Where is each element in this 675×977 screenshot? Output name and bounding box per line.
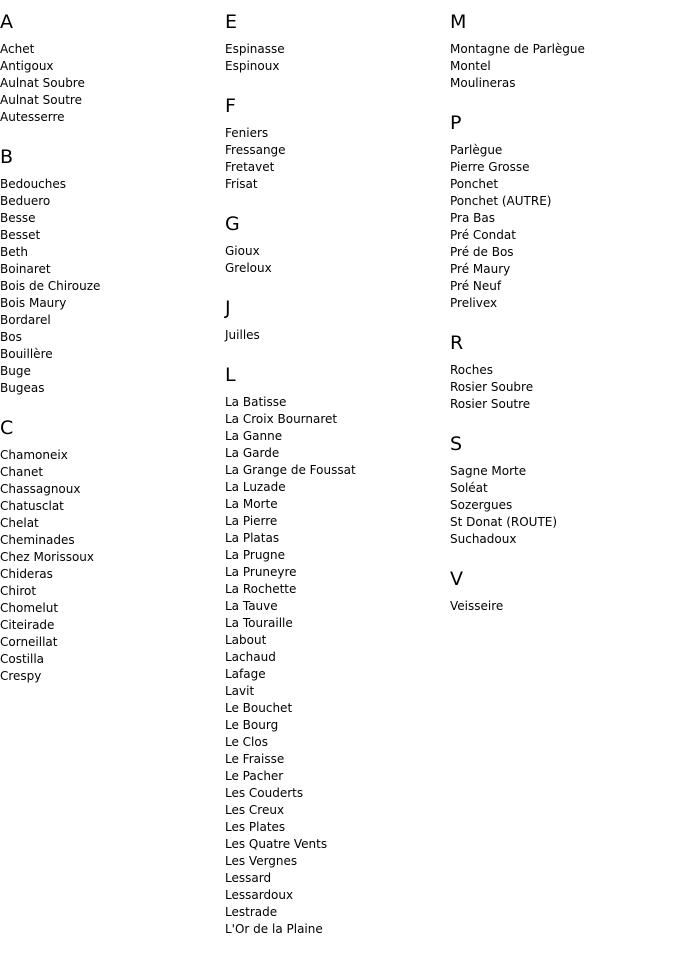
place-list xyxy=(0,41,225,126)
list-item xyxy=(225,530,450,547)
place-list xyxy=(0,447,225,685)
place-link[interactable]: Buge xyxy=(0,364,31,378)
place-link[interactable]: Greloux xyxy=(225,261,272,275)
list-item xyxy=(450,396,675,413)
section-letter-heading: P xyxy=(450,112,462,134)
place-link[interactable]: Fressange xyxy=(225,143,286,157)
list-item xyxy=(225,802,450,819)
place-link[interactable]: Soléat xyxy=(450,481,488,495)
place-link[interactable]: Le Clos xyxy=(225,735,268,749)
list-item xyxy=(225,598,450,615)
place-link[interactable]: Ponchet xyxy=(450,177,499,191)
list-item xyxy=(0,481,225,498)
place-list xyxy=(450,142,675,312)
place-link[interactable]: Les Quatre Vents xyxy=(225,837,328,851)
list-item xyxy=(225,581,450,598)
list-item xyxy=(0,498,225,515)
list-item xyxy=(450,531,675,548)
section-letter-heading: L xyxy=(225,364,236,386)
list-item xyxy=(450,58,675,75)
list-item xyxy=(225,394,450,411)
place-link[interactable]: Sagne Morte xyxy=(450,464,527,478)
place-list xyxy=(450,598,675,615)
place-link[interactable]: Pré Condat xyxy=(450,228,516,242)
place-link[interactable]: Chirot xyxy=(0,584,37,598)
list-item xyxy=(450,278,675,295)
place-link[interactable]: Cheminades xyxy=(0,533,75,547)
list-item xyxy=(225,751,450,768)
place-link[interactable]: Montel xyxy=(450,59,491,73)
section-letter-heading: C xyxy=(0,417,14,439)
list-item xyxy=(225,445,450,462)
place-link[interactable]: Pré Neuf xyxy=(450,279,502,293)
letter-section xyxy=(450,11,675,92)
place-link[interactable]: Achet xyxy=(0,42,35,56)
place-link[interactable]: La Platas xyxy=(225,531,280,545)
place-link[interactable]: La Pierre xyxy=(225,514,278,528)
list-item xyxy=(0,210,225,227)
section-letter-heading: F xyxy=(225,95,236,117)
place-link[interactable]: Bos xyxy=(0,330,22,344)
list-item xyxy=(0,651,225,668)
place-link[interactable]: Bois de Chirouze xyxy=(0,279,101,293)
list-item xyxy=(0,668,225,685)
list-item xyxy=(225,479,450,496)
place-link[interactable]: Prelivex xyxy=(450,296,498,310)
letter-section xyxy=(0,11,225,126)
list-item xyxy=(0,58,225,75)
list-item xyxy=(0,617,225,634)
list-item xyxy=(0,566,225,583)
list-item xyxy=(0,261,225,278)
place-link[interactable]: Besse xyxy=(0,211,36,225)
place-link[interactable]: Espinasse xyxy=(225,42,285,56)
list-item xyxy=(225,327,450,344)
section-letter-heading: V xyxy=(450,568,463,590)
list-item xyxy=(450,159,675,176)
place-link[interactable]: Frisat xyxy=(225,177,258,191)
list-item xyxy=(0,278,225,295)
list-item xyxy=(0,75,225,92)
list-item xyxy=(0,92,225,109)
list-item xyxy=(0,193,225,210)
list-item xyxy=(225,513,450,530)
place-link[interactable]: La Grange de Foussat xyxy=(225,463,356,477)
place-link[interactable]: Chanet xyxy=(0,465,44,479)
list-item xyxy=(0,464,225,481)
list-item xyxy=(0,380,225,397)
place-link[interactable]: L'Or de la Plaine xyxy=(225,922,323,936)
place-link[interactable]: Veisseire xyxy=(450,599,504,613)
list-item xyxy=(0,329,225,346)
place-link[interactable]: La Prugne xyxy=(225,548,286,562)
list-item xyxy=(225,768,450,785)
place-link[interactable]: Espinoux xyxy=(225,59,280,73)
place-link[interactable]: Citeirade xyxy=(0,618,55,632)
list-item xyxy=(225,853,450,870)
list-item xyxy=(0,363,225,380)
place-link[interactable]: Lestrade xyxy=(225,905,278,919)
section-letter-heading: R xyxy=(450,332,464,354)
list-item xyxy=(450,497,675,514)
place-link[interactable]: Bouillère xyxy=(0,347,53,361)
place-link[interactable]: Le Fraisse xyxy=(225,752,285,766)
place-link[interactable]: Chez Morissoux xyxy=(0,550,94,564)
index-column-1 xyxy=(0,0,225,685)
list-item xyxy=(450,598,675,615)
list-item xyxy=(225,615,450,632)
list-item xyxy=(450,41,675,58)
place-link[interactable]: Aulnat Soubre xyxy=(0,76,85,90)
place-link[interactable]: Parlègue xyxy=(450,143,503,157)
place-link[interactable]: Besset xyxy=(0,228,41,242)
place-link[interactable]: Moulineras xyxy=(450,76,516,90)
list-item xyxy=(0,532,225,549)
place-link[interactable]: Feniers xyxy=(225,126,269,140)
list-item xyxy=(225,887,450,904)
list-item xyxy=(225,904,450,921)
list-item xyxy=(225,717,450,734)
place-link[interactable]: Crespy xyxy=(0,669,42,683)
list-item xyxy=(0,549,225,566)
place-link[interactable]: Les Plates xyxy=(225,820,286,834)
list-item xyxy=(225,547,450,564)
letter-section xyxy=(450,332,675,413)
section-letter-heading: E xyxy=(225,11,238,33)
list-item xyxy=(0,41,225,58)
place-link[interactable]: Chomelut xyxy=(0,601,59,615)
place-link[interactable]: Pra Bas xyxy=(450,211,495,225)
list-item xyxy=(225,411,450,428)
list-item xyxy=(225,734,450,751)
list-item xyxy=(225,176,450,193)
place-link[interactable]: Chatusclat xyxy=(0,499,64,513)
list-item xyxy=(450,480,675,497)
list-item xyxy=(450,227,675,244)
list-item xyxy=(450,261,675,278)
place-link[interactable]: La Ganne xyxy=(225,429,283,443)
letter-section xyxy=(225,213,450,277)
list-item xyxy=(0,109,225,126)
index-column-3 xyxy=(450,0,675,615)
list-item xyxy=(0,583,225,600)
list-item xyxy=(225,159,450,176)
place-link[interactable]: La Croix Bournaret xyxy=(225,412,338,426)
place-link[interactable]: Antigoux xyxy=(0,59,54,73)
place-link[interactable]: Boinaret xyxy=(0,262,51,276)
place-link[interactable]: Montagne de Parlègue xyxy=(450,42,585,56)
place-link[interactable]: La Morte xyxy=(225,497,278,511)
list-item xyxy=(450,463,675,480)
list-item xyxy=(0,447,225,464)
letter-section xyxy=(450,112,675,312)
list-item xyxy=(450,362,675,379)
place-link[interactable]: Les Creux xyxy=(225,803,285,817)
place-link[interactable]: Le Bouchet xyxy=(225,701,293,715)
section-letter-heading: A xyxy=(0,11,13,33)
place-list xyxy=(450,41,675,92)
list-item xyxy=(0,312,225,329)
place-link[interactable]: Beduero xyxy=(0,194,51,208)
place-link[interactable]: Roches xyxy=(450,363,493,377)
list-item xyxy=(225,819,450,836)
place-link[interactable]: Rosier Soubre xyxy=(450,380,534,394)
place-link[interactable]: Ponchet (AUTRE) xyxy=(450,194,552,208)
place-link[interactable]: La Garde xyxy=(225,446,280,460)
place-list xyxy=(0,176,225,397)
list-item xyxy=(450,210,675,227)
place-list xyxy=(225,327,450,344)
list-item xyxy=(225,125,450,142)
place-list xyxy=(225,125,450,193)
place-link[interactable]: La Batisse xyxy=(225,395,287,409)
section-letter-heading: M xyxy=(450,11,467,33)
list-item xyxy=(0,244,225,261)
list-item xyxy=(450,379,675,396)
place-list xyxy=(450,463,675,548)
place-list xyxy=(225,243,450,277)
section-letter-heading: J xyxy=(225,297,231,319)
list-item xyxy=(0,515,225,532)
list-item xyxy=(225,41,450,58)
place-link[interactable]: Beth xyxy=(0,245,28,259)
place-link[interactable]: Chelat xyxy=(0,516,39,530)
place-link[interactable]: La Luzade xyxy=(225,480,286,494)
list-item xyxy=(450,244,675,261)
list-item xyxy=(450,295,675,312)
index-column-2 xyxy=(225,0,450,938)
list-item xyxy=(0,227,225,244)
place-link[interactable]: Pré de Bos xyxy=(450,245,514,259)
list-item xyxy=(0,600,225,617)
place-link[interactable]: Chassagnoux xyxy=(0,482,81,496)
place-link[interactable]: Sozergues xyxy=(450,498,513,512)
letter-section xyxy=(450,568,675,615)
place-link[interactable]: Bugeas xyxy=(0,381,45,395)
list-item xyxy=(0,346,225,363)
letter-section xyxy=(225,95,450,193)
list-item xyxy=(225,921,450,938)
place-link[interactable]: Aulnat Soutre xyxy=(0,93,82,107)
place-link[interactable]: Pré Maury xyxy=(450,262,511,276)
list-item xyxy=(0,295,225,312)
list-item xyxy=(225,649,450,666)
letter-section xyxy=(0,146,225,397)
list-item xyxy=(450,514,675,531)
section-letter-heading: G xyxy=(225,213,240,235)
place-link[interactable]: St Donat (ROUTE) xyxy=(450,515,558,529)
place-link[interactable]: Les Vergnes xyxy=(225,854,298,868)
place-link[interactable]: Autesserre xyxy=(0,110,65,124)
place-link[interactable]: Costilla xyxy=(0,652,45,666)
place-link[interactable]: Gioux xyxy=(225,244,260,258)
list-item xyxy=(0,634,225,651)
place-link[interactable]: Bordarel xyxy=(0,313,51,327)
list-item xyxy=(225,870,450,887)
list-item xyxy=(0,176,225,193)
list-item xyxy=(225,260,450,277)
place-link[interactable]: Bois Maury xyxy=(0,296,67,310)
list-item xyxy=(225,243,450,260)
list-item xyxy=(450,176,675,193)
place-link[interactable]: Juilles xyxy=(225,328,260,342)
letter-section xyxy=(225,297,450,344)
place-link[interactable]: Lessardoux xyxy=(225,888,294,902)
place-link[interactable]: Lachaud xyxy=(225,650,276,664)
place-link[interactable]: Le Bourg xyxy=(225,718,279,732)
place-link[interactable]: Lafage xyxy=(225,667,266,681)
place-link[interactable]: Les Couderts xyxy=(225,786,304,800)
place-link[interactable]: Lessard xyxy=(225,871,272,885)
place-list xyxy=(450,362,675,413)
list-item xyxy=(225,564,450,581)
place-link[interactable]: La Rochette xyxy=(225,582,297,596)
section-letter-heading: S xyxy=(450,433,463,455)
list-item xyxy=(225,428,450,445)
place-link[interactable]: Pierre Grosse xyxy=(450,160,530,174)
place-link[interactable]: Le Pacher xyxy=(225,769,284,783)
letter-section xyxy=(0,417,225,685)
place-link[interactable]: Corneillat xyxy=(0,635,58,649)
place-list xyxy=(225,41,450,75)
list-item xyxy=(225,496,450,513)
place-link[interactable]: Bedouches xyxy=(0,177,67,191)
list-item xyxy=(450,142,675,159)
list-item xyxy=(225,142,450,159)
place-link[interactable]: La Touraille xyxy=(225,616,293,630)
section-letter-heading: B xyxy=(0,146,14,168)
list-item xyxy=(225,632,450,649)
letter-section xyxy=(225,364,450,938)
list-item xyxy=(225,700,450,717)
place-link[interactable]: Labout xyxy=(225,633,267,647)
place-link[interactable]: La Tauve xyxy=(225,599,278,613)
letter-section xyxy=(450,433,675,548)
list-item xyxy=(225,785,450,802)
place-link[interactable]: Suchadoux xyxy=(450,532,517,546)
place-link[interactable]: Chamoneix xyxy=(0,448,68,462)
place-link[interactable]: La Pruneyre xyxy=(225,565,297,579)
place-link[interactable]: Rosier Soutre xyxy=(450,397,531,411)
list-item xyxy=(450,75,675,92)
list-item xyxy=(450,193,675,210)
place-list xyxy=(225,394,450,938)
place-link[interactable]: Chideras xyxy=(0,567,53,581)
place-link[interactable]: Fretavet xyxy=(225,160,275,174)
list-item xyxy=(225,58,450,75)
list-item xyxy=(225,462,450,479)
letter-section xyxy=(225,11,450,75)
list-item xyxy=(225,683,450,700)
place-link[interactable]: Lavit xyxy=(225,684,255,698)
list-item xyxy=(225,666,450,683)
list-item xyxy=(225,836,450,853)
